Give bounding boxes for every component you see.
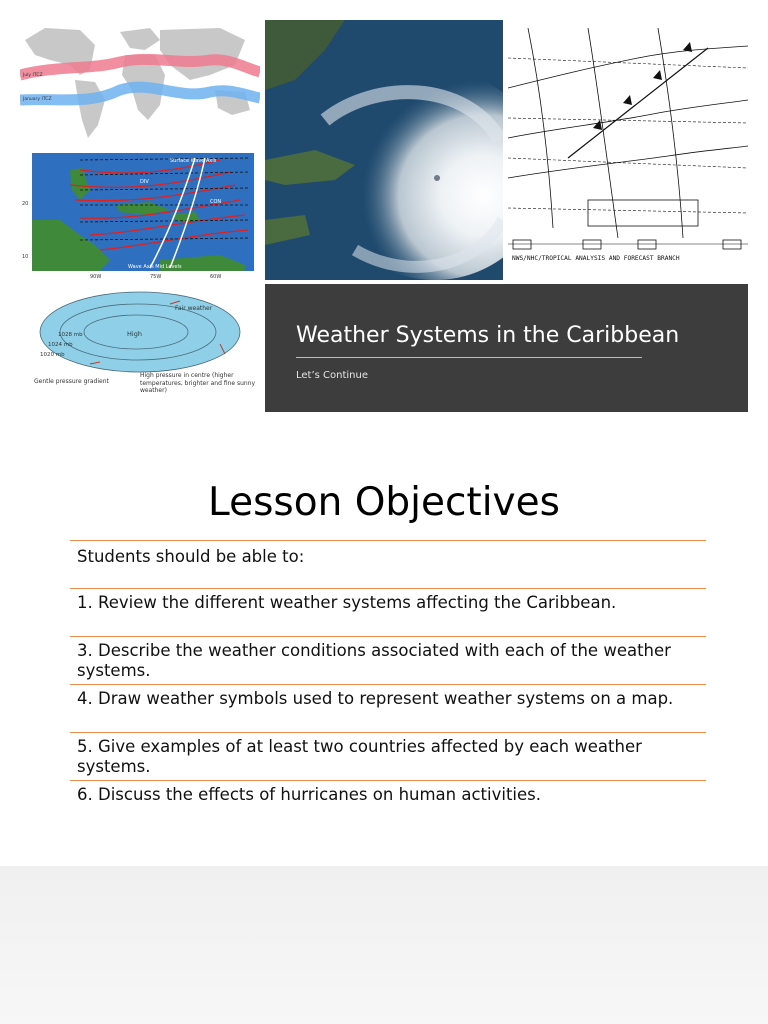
objective-item: 4. Draw weather symbols used to represent weather systems on a map. <box>70 684 706 732</box>
wave-label-con: CON <box>210 199 222 205</box>
tropical-wave-map-image <box>20 150 260 280</box>
wave-label-mid: Wave Axis Mid Levels <box>128 264 182 270</box>
wave-label-75w: 75W <box>150 274 162 280</box>
wave-label-div: DIV <box>140 179 149 185</box>
objective-item: 5. Give examples of at least two countries affected by each weather systems. <box>70 732 706 780</box>
anticyclone-label-1020: 1020 mb <box>40 352 65 358</box>
title-divider <box>296 357 642 358</box>
anticyclone-label-fair: Fair weather <box>175 305 213 312</box>
cover-title: Weather Systems in the Caribbean <box>296 323 680 348</box>
wave-label-60w: 60W <box>210 274 222 280</box>
itcz-world-map-image <box>20 20 260 148</box>
wave-label-10: 10 <box>22 254 29 260</box>
anticyclone-label-high: High <box>127 330 142 338</box>
anticyclone-label-gradient: Gentle pressure gradient <box>34 378 109 385</box>
surface-analysis-chart-image <box>508 28 748 264</box>
objectives-slide <box>0 432 768 866</box>
page-footer-area <box>0 866 768 1024</box>
anticyclone-label-1024: 1024 mb <box>48 342 73 348</box>
objectives-intro: Students should be able to: <box>70 540 706 588</box>
anticyclone-label-centre: High pressure in centre (higher temperatures, brighter and fine sunny weather) <box>140 372 256 394</box>
anticyclone-diagram-image <box>20 284 260 412</box>
anticyclone-label-1028: 1028 mb <box>58 332 83 338</box>
itcz-label-january: January ITCZ <box>23 97 52 102</box>
objective-item: 3. Describe the weather conditions associated with each of the weather systems. <box>70 636 706 684</box>
objective-item: 6. Discuss the effects of hurricanes on human activities. <box>70 780 706 814</box>
analysis-caption: NWS/NHC/TROPICAL ANALYSIS AND FORECAST BRANCH <box>512 255 680 262</box>
wave-label-90w: 90W <box>90 274 102 280</box>
objective-item: 1. Review the different weather systems affecting the Caribbean. <box>70 588 706 636</box>
objectives-table <box>70 540 706 814</box>
cover-slide <box>0 0 768 432</box>
objectives-heading: Lesson Objectives <box>208 480 560 525</box>
hurricane-satellite-image <box>265 20 503 280</box>
cover-title-box <box>265 284 748 412</box>
wave-label-20: 20 <box>22 201 29 207</box>
wave-label-surface: Surface Wave Axis <box>170 158 217 164</box>
itcz-label-july: July ITCZ <box>23 73 43 78</box>
cover-subtitle: Let’s Continue <box>296 370 369 381</box>
